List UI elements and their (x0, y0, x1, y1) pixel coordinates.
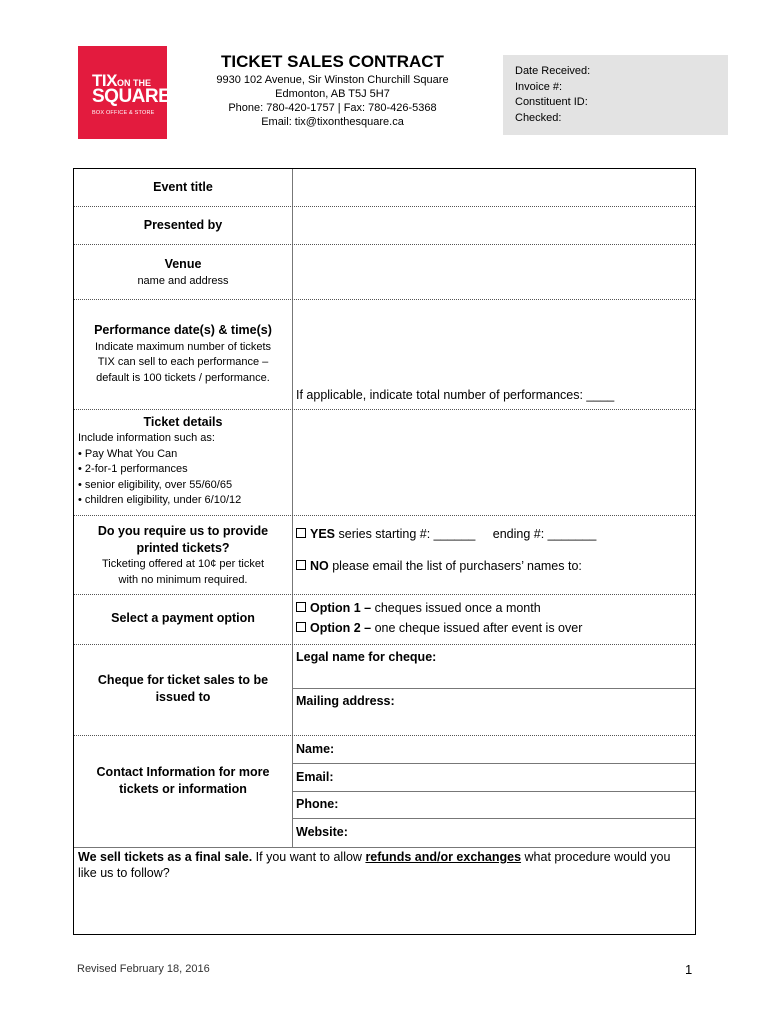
performance-total-field[interactable]: If applicable, indicate total number of performances: ____ (296, 388, 615, 402)
option-1-checkbox[interactable] (296, 602, 306, 612)
row-divider (74, 409, 695, 410)
event-title-label: Event title (153, 180, 213, 194)
option-2-checkbox[interactable] (296, 622, 306, 632)
header-phone: Phone: 780-420-1757 | Fax: 780-426-5368 (228, 102, 437, 114)
logo-on-the: ON THE (116, 78, 151, 88)
contact-name-field[interactable]: Name: (296, 742, 335, 756)
cheque-issued-label: Cheque for ticket sales to be issued to (97, 673, 269, 704)
contact-website-field[interactable]: Website: (296, 825, 348, 839)
logo-tagline: BOX OFFICE & STORE (92, 110, 155, 116)
page-number: 1 (685, 962, 693, 977)
option-2[interactable]: Option 2 – one cheque issued after event is over (296, 620, 582, 636)
legal-name-field[interactable]: Legal name for cheque: (296, 650, 437, 664)
row-divider (293, 791, 695, 792)
logo-tix: TIX (92, 71, 117, 90)
performance-label: Performance date(s) & time(s) Indicate maximum number of tickets TIX can sell to each performance – default is 100 tickets / performance. (94, 323, 272, 384)
logo-square: SQUARE (92, 86, 171, 107)
contact-info-label: Contact Information for more tickets or information (96, 765, 270, 796)
row-divider (74, 594, 695, 595)
contact-email-field[interactable]: Email: (296, 770, 334, 784)
list-item: • Pay What You Can (78, 447, 178, 460)
row-divider (74, 644, 695, 645)
row-divider (74, 515, 695, 516)
contact-phone-field[interactable]: Phone: (296, 797, 339, 811)
final-sale-note[interactable]: We sell tickets as a final sale. If you want to allow refunds and/or exchanges what procedure would you like us to follow? (78, 850, 671, 880)
column-divider (292, 169, 293, 848)
office-use-box (503, 55, 728, 135)
checked-label: Checked: (515, 111, 562, 124)
option-1[interactable]: Option 1 – cheques issued once a month (296, 600, 541, 616)
invoice-label: Invoice #: (515, 80, 563, 93)
venue-sub: name and address (137, 274, 229, 287)
contract-header (195, 52, 470, 129)
tix-logo (78, 46, 171, 139)
venue-label: Venue name and address (137, 257, 229, 287)
row-divider (293, 818, 695, 819)
payment-option-label: Select a payment option (111, 611, 255, 625)
revised-date: Revised February 18, 2016 (77, 963, 210, 975)
row-divider (74, 206, 695, 207)
header-address: 9930 102 Avenue, Sir Winston Churchill Square (216, 74, 449, 86)
row-divider (293, 763, 695, 764)
printed-tickets-label: Do you require us to provide printed tickets? Ticketing offered at 10¢ per ticket with no minimum required. (97, 524, 269, 586)
yes-checkbox[interactable] (296, 528, 306, 538)
page-title: TICKET SALES CONTRACT (221, 52, 444, 71)
row-divider (74, 847, 695, 848)
mailing-address-field[interactable]: Mailing address: (296, 694, 395, 708)
presented-by-label: Presented by (143, 218, 223, 232)
no-option[interactable]: NO please email the list of purchasers’ names to: (296, 558, 582, 574)
header-city: Edmonton, AB T5J 5H7 (275, 88, 390, 100)
row-divider (293, 688, 695, 689)
contract-form (73, 168, 696, 935)
yes-option[interactable]: YES series starting #: ______ ending #: _______ (296, 526, 596, 542)
constituent-id-label: Constituent ID: (515, 96, 588, 108)
list-item: • children eligibility, under 6/10/12 (78, 494, 242, 506)
row-divider (74, 299, 695, 300)
ticket-details-list: Include information such as: • Pay What You Can • 2-for-1 performances • senior eligibility, over 55/60/65 • children eligibility, under 6/10/12 (78, 432, 242, 506)
ticket-details-label: Ticket details (143, 415, 223, 429)
list-item: • senior eligibility, over 55/60/65 (78, 478, 233, 491)
row-divider (74, 735, 695, 736)
date-received-label: Date Received: (515, 65, 591, 77)
no-checkbox[interactable] (296, 560, 306, 570)
row-divider (74, 244, 695, 245)
header-email: Email: tix@tixonthesquare.ca (261, 116, 404, 128)
list-item: • 2-for-1 performances (78, 463, 188, 475)
